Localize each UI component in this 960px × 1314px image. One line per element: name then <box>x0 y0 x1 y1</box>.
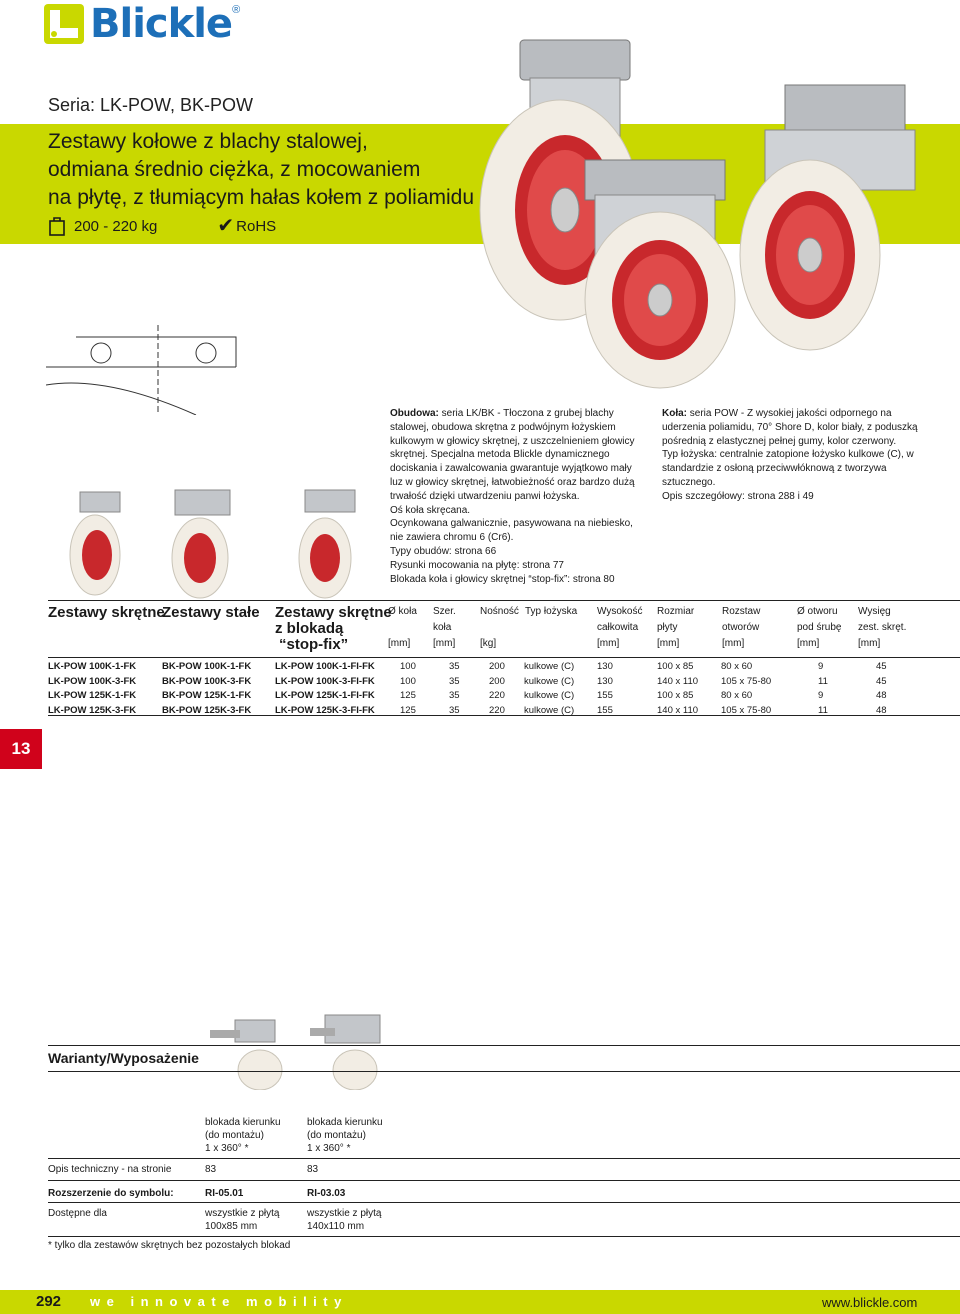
column-header-line: [mm] <box>388 638 411 649</box>
column-header-line: [mm] <box>722 638 745 649</box>
table-cell: LK-POW 100K-1-FK <box>48 661 137 672</box>
variant-head-line: blokada kierunku <box>307 1117 383 1128</box>
table-cell: kulkowe (C) <box>524 661 575 672</box>
variant-row-label: Opis techniczny - na stronie <box>48 1164 172 1175</box>
brand-name: Blickle <box>90 1 233 47</box>
variant-row-value <box>205 1207 279 1233</box>
group-braked <box>275 605 392 653</box>
table-cell: 100 x 85 <box>657 661 694 672</box>
table-cell: LK-POW 125K-3-FK <box>48 704 137 716</box>
table-cell: 130 <box>597 661 613 672</box>
variant-head-line: 1 x 360° * <box>205 1143 249 1154</box>
series-heading: Seria: LK-POW, BK-POW <box>48 95 254 115</box>
column-header-line: koła <box>433 622 452 633</box>
housing-text: seria LK/BK - Tłoczona z grubej blachy stalowej, obudowa skrętna z podwójnym łożyskiem kulkowym w głowicy skrętnej, z uszczelnieniem głowicy skrętnej. Specjalna metoda Blickle dynamicznego dociskania i zawalcowania gwarantuje wyjątkowo mały luz w głowicy skrętnej, łatwobieżność oraz bardzo dużą trwałość dzięki utwardzeniu panwi łożyska. <box>390 408 635 502</box>
logo-mark-icon <box>44 4 84 44</box>
table-cell: 48 <box>876 690 887 701</box>
group-fixed: Zestawy stałe <box>162 604 260 621</box>
technical-drawing <box>46 325 246 415</box>
variant-row-value <box>307 1207 381 1233</box>
blickle-logo <box>44 2 240 46</box>
table-cell: 11 <box>818 704 828 716</box>
variant-col2-head <box>307 1116 383 1155</box>
page-title <box>48 128 478 212</box>
website-link[interactable]: www.blickle.com <box>822 1295 918 1310</box>
table-cell: 220 <box>489 704 505 716</box>
spec-row <box>48 216 276 236</box>
table-top-rule <box>48 600 960 601</box>
column-header-line: otworów <box>722 622 760 633</box>
table-cell: BK-POW 100K-3-FK <box>162 675 252 687</box>
wheel-description <box>662 407 922 504</box>
table-cell: 125 <box>400 704 416 716</box>
brand-reg: ® <box>232 4 241 16</box>
table-cell: LK-POW 125K-3-FI-FK <box>275 704 375 716</box>
table-cell: 125 <box>400 690 416 701</box>
column-header <box>858 604 906 652</box>
table-cell: 105 x 75-80 <box>721 704 772 716</box>
table-cell: BK-POW 125K-3-FK <box>162 704 252 716</box>
table-cell: 100 x 85 <box>657 690 694 701</box>
variant-row-label: Rozszerzenie do symbolu: <box>48 1188 174 1199</box>
column-header-line: Rozstaw <box>722 606 761 617</box>
title-line: Zestawy kołowe z blachy stalowej, <box>48 130 368 153</box>
table-head-rule <box>48 657 960 658</box>
table-cell: 48 <box>876 704 887 716</box>
column-header <box>480 604 519 652</box>
table-cell: 35 <box>449 704 460 716</box>
column-header-line: Ø koła <box>388 606 417 617</box>
table-cell: LK-POW 100K-3-FI-FK <box>275 675 375 687</box>
table-cell: kulkowe (C) <box>524 675 575 687</box>
variant-col1-head <box>205 1116 281 1155</box>
table-cell: 220 <box>489 690 505 701</box>
column-header-line: [kg] <box>480 638 497 649</box>
column-header-line: Wysokość <box>597 606 643 617</box>
variant-row-value: RI-05.01 <box>205 1188 244 1199</box>
chapter-tab: 13 <box>0 729 42 769</box>
group-braked-line: Zestawy skrętne <box>275 604 392 621</box>
wheel-text: seria POW - Z wysokiej jakości odpornego na uderzenia poliamidu, 70° Shore D, kolor biały, z poduszką pośrednią z elastycznej pełnej gumy, kolor czerwony. <box>662 408 918 447</box>
column-header-line: Rozmiar <box>657 606 695 617</box>
desc-line: Oś koła skręcana. <box>390 504 471 516</box>
table-cell: kulkowe (C) <box>524 704 575 716</box>
table-cell: 140 x 110 <box>657 704 699 716</box>
slogan: we innovate mobility <box>90 1294 348 1309</box>
table-cell: 45 <box>876 675 887 687</box>
table-cell: BK-POW 100K-1-FK <box>162 661 252 672</box>
desc-line: Typy obudów: strona 66 <box>390 545 497 557</box>
column-header-line <box>480 620 519 636</box>
variants-rule <box>48 1158 960 1159</box>
column-header-line: Typ łożyska <box>525 606 578 617</box>
table-cell: LK-POW 100K-1-FI-FK <box>275 661 375 672</box>
group-braked-line: “stop-fix” <box>279 636 349 653</box>
page-number: 292 <box>36 1293 62 1310</box>
variant-value-line: 100x85 mm <box>205 1221 258 1232</box>
column-header-line: płyty <box>657 622 678 633</box>
table-cell: 35 <box>449 690 460 701</box>
column-header-line <box>525 620 577 636</box>
table-cell: LK-POW 125K-1-FK <box>48 690 137 701</box>
table-cell: 9 <box>818 690 824 701</box>
variants-rule <box>48 1202 960 1203</box>
column-header-line: [mm] <box>597 638 620 649</box>
column-header <box>722 604 760 652</box>
group-braked-line: z blokadą <box>275 620 344 637</box>
table-cell: 140 x 110 <box>657 675 699 687</box>
variant-head-line: 1 x 360° * <box>307 1143 351 1154</box>
check-icon: ✔ <box>217 215 235 237</box>
table-cell: BK-POW 125K-1-FK <box>162 690 252 701</box>
column-header-line: Ø otworu <box>797 606 838 617</box>
column-header-line <box>388 620 417 636</box>
variant-value-line: wszystkie z płytą <box>307 1208 382 1219</box>
variant-head-line: (do montażu) <box>307 1130 366 1141</box>
housing-label: Obudowa: <box>390 408 439 419</box>
variant-value-line: 140x110 mm <box>307 1221 365 1232</box>
weight-icon <box>48 216 66 236</box>
table-cell: LK-POW 125K-1-FI-FK <box>275 690 375 701</box>
desc-line: Typ łożyska: centralnie zatopione łożysko kulkowe (C), w standardzie z osłoną przeciwwłóknową z tworzywa sztucznego. <box>662 449 914 488</box>
table-cell: 200 <box>489 675 505 687</box>
product-variants-image <box>60 480 390 600</box>
table-bottom-rule <box>48 715 960 716</box>
title-line: odmiana średnio ciężka, z mocowaniem <box>48 158 421 181</box>
variants-title: Warianty/Wyposażenie <box>48 1050 199 1066</box>
column-header-line: [mm] <box>657 638 680 649</box>
column-header <box>797 604 841 652</box>
variant-row-value: 83 <box>307 1164 319 1175</box>
variants-rule <box>48 1180 960 1181</box>
table-cell: 80 x 60 <box>721 690 753 701</box>
desc-line: Blokada koła i głowicy skrętnej “stop-fix”: strona 80 <box>390 573 615 585</box>
desc-line: Ocynkowana galwanicznie, pasywowana na niebiesko, nie zawiera chromu 6 (Cr6). <box>390 518 633 544</box>
table-cell: 35 <box>449 675 460 687</box>
table-cell: LK-POW 100K-3-FK <box>48 675 137 687</box>
table-cell: 155 <box>597 690 613 701</box>
column-header-line <box>525 636 577 652</box>
column-header-line: zest. skręt. <box>858 622 907 633</box>
housing-description <box>390 407 640 586</box>
rohs-label: RoHS <box>236 217 277 235</box>
column-header <box>525 604 577 652</box>
column-header-line: [mm] <box>858 638 881 649</box>
table-cell: 100 <box>400 661 416 672</box>
column-header-line: Nośność <box>480 606 519 617</box>
column-header-line: Szer. <box>433 606 456 617</box>
column-header-line: [mm] <box>433 638 456 649</box>
desc-line: Opis szczegółowy: strona 288 i 49 <box>662 490 814 502</box>
table-cell: 100 <box>400 675 416 687</box>
desc-line: Rysunki mocowania na płytę: strona 77 <box>390 559 564 571</box>
table-cell: 35 <box>449 661 460 672</box>
column-header <box>388 604 417 652</box>
table-cell: 155 <box>597 704 613 716</box>
column-header <box>433 604 456 652</box>
variants-rule <box>48 1236 960 1237</box>
variant-value-line: wszystkie z płytą <box>205 1208 280 1219</box>
column-header-line: [mm] <box>797 638 820 649</box>
table-cell: 45 <box>876 661 887 672</box>
variant-head-line: (do montażu) <box>205 1130 264 1141</box>
column-header <box>657 604 694 652</box>
table-cell: 80 x 60 <box>721 661 753 672</box>
column-header-line: całkowita <box>597 622 639 633</box>
column-header <box>597 604 642 652</box>
load-range: 200 - 220 kg <box>74 217 158 235</box>
variant-row-value: RI-03.03 <box>307 1188 346 1199</box>
table-cell: 200 <box>489 661 505 672</box>
footnote: * tylko dla zestawów skrętnych bez pozostałych blokad <box>48 1240 291 1251</box>
table-cell: 130 <box>597 675 613 687</box>
table-cell: 105 x 75-80 <box>721 675 772 687</box>
column-header-line: Wysięg <box>858 606 891 617</box>
variant-head-line: blokada kierunku <box>205 1117 281 1128</box>
column-header-line: pod śrubę <box>797 622 842 633</box>
hero-casters-image <box>465 0 960 390</box>
group-swivel: Zestawy skrętne <box>48 604 165 621</box>
table-cell: kulkowe (C) <box>524 690 575 701</box>
variant-row-value: 83 <box>205 1164 217 1175</box>
table-cell: 9 <box>818 661 824 672</box>
title-line: na płytę, z tłumiącym hałas kołem z poliamidu <box>48 186 475 209</box>
variant-row-label: Dostępne dla <box>48 1208 107 1219</box>
table-cell: 11 <box>818 675 828 687</box>
wheel-label: Koła: <box>662 408 687 419</box>
